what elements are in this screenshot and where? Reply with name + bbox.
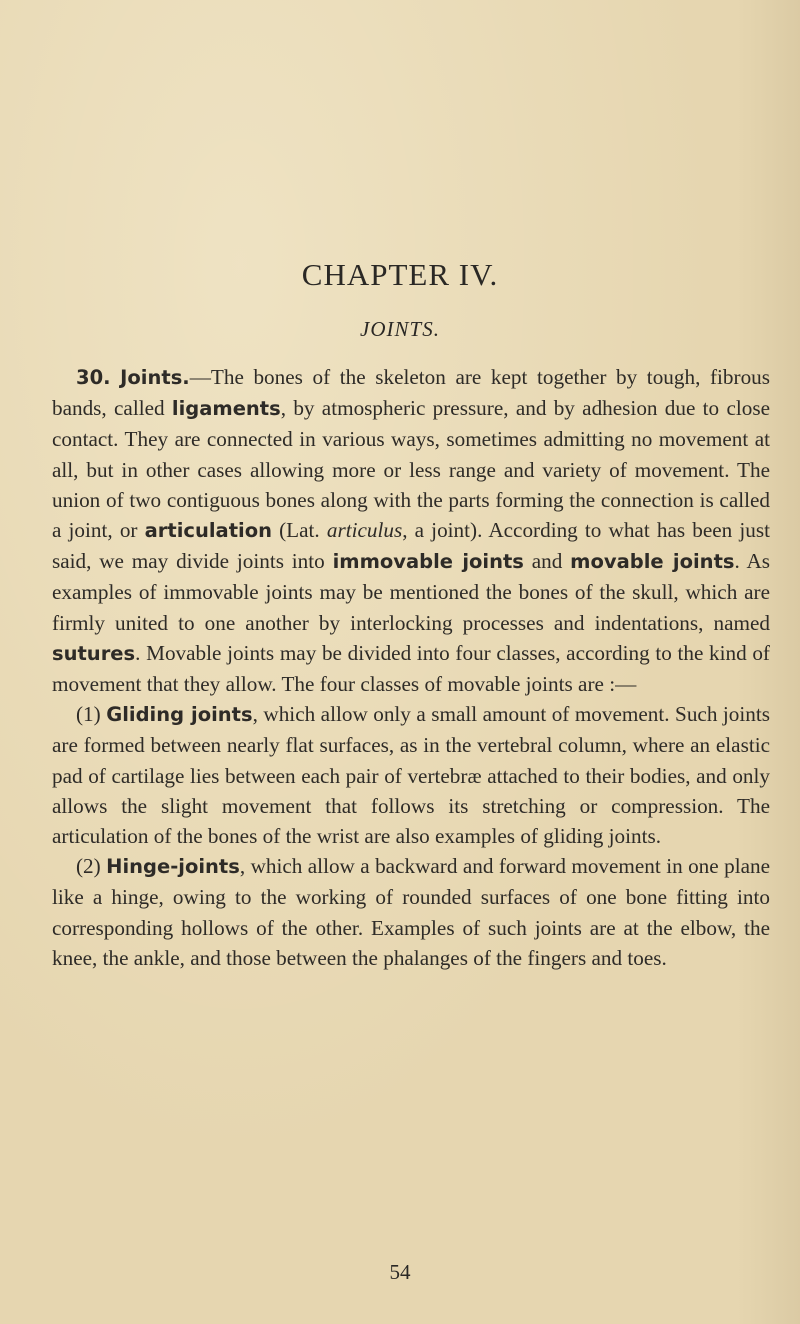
term-hinge-joints: Hinge-joints [106,855,240,879]
paragraph-text: , which allow only a small amount of movement. Such joints are formed between nearly flat surfaces, as in the vertebral column, where an elastic pad of cartilage lies between each pair of vertebræ attached to their bodies, and only allows the slight movement that follows its stretching or compression. The articulation of the bones of the wrist are also examples of gliding joints. [52,702,770,849]
paragraph-gliding-joints [52,699,770,851]
latin-term: articulus [326,518,403,543]
list-number: (1) [76,702,107,727]
paragraph-text: (Lat. [271,518,327,543]
chapter-subtitle: JOINTS. [360,317,440,341]
body-text [52,362,770,973]
term-movable-joints: movable joints [570,550,735,574]
paragraph-joints [52,362,770,699]
paragraph-text: . Movable joints may be divided into four classes, according to the kind of movement that they allow. The four classes of movable joints are :— [52,640,770,697]
paragraph-text: , a joint). According to what has been just said, we may divide joints into [52,518,770,574]
paragraph-text: , by atmospheric pressure, and by adhesion due to close contact. They are connected in various ways, sometimes admitting no movement at all, but in other cases allowing more or less range and variety of movement. The union of two contiguous bones along with the parts forming the connection is called a joint, or [52,396,770,543]
page-number: 54 [389,1260,411,1284]
paragraph-text: —The bones of the skeleton are kept together by tough, fibrous bands, called [52,365,770,421]
paragraph-text: and [523,549,571,574]
paragraph-hinge-joints [52,851,770,973]
term-ligaments: ligaments [171,397,281,421]
term-joints: Joints. [120,366,190,389]
section-number: 30. [76,366,111,389]
term-gliding-joints: Gliding joints [106,703,253,727]
term-articulation: articulation [144,519,272,543]
list-number: (2) [76,854,107,879]
term-immovable-joints: immovable joints [332,550,524,574]
term-sutures: sutures [52,641,136,665]
chapter-heading: CHAPTER IV. [301,257,499,292]
paragraph-text: , which allow a backward and forward movement in one plane like a hinge, owing to the working of rounded surfaces of one bone fitting into corresponding hollows of the other. Examples of such joints are at the elbow, the knee, the ankle, and those between the phalanges of the fingers and toes. [52,854,770,970]
paragraph-text: . As examples of immovable joints may be mentioned the bones of the skull, which are firmly united to one another by interlocking processes and indentations, named [52,549,770,635]
